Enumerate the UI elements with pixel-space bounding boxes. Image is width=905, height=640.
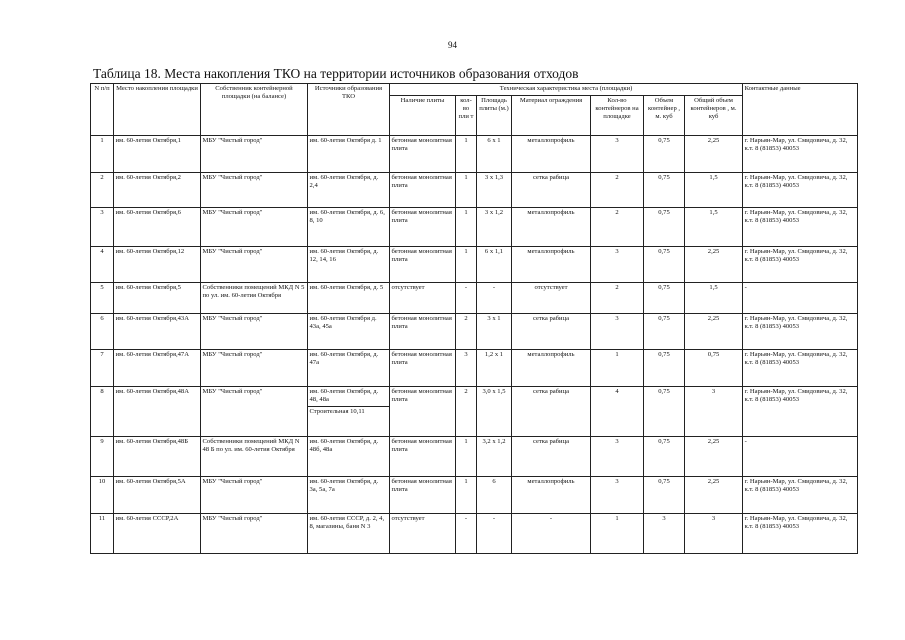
cell-num: 10: [91, 477, 114, 514]
cell-sources-main: им. 60-летия Октября, д. 5: [309, 283, 384, 291]
cell-location: им. 60-летия Октября,5: [114, 283, 201, 314]
cell-volume: 0,75: [644, 208, 685, 247]
cell-total: 2,25: [685, 247, 743, 283]
cell-total: 0,75: [685, 350, 743, 387]
cell-contacts: г. Нарьян-Мар, ул. Смидовича, д. 32, к.т. 8 (81853) 40053: [743, 387, 858, 437]
cell-fence: -: [512, 514, 591, 554]
table-row: [91, 477, 858, 514]
cell-contacts: г. Нарьян-Мар, ул. Смидовича, д. 32, к.т. 8 (81853) 40053: [743, 136, 858, 173]
table-row: [91, 247, 858, 283]
table-row: [91, 136, 858, 173]
header-area: Площадь плиты (м.): [477, 96, 512, 136]
cell-total: 2,25: [685, 477, 743, 514]
cell-contacts: г. Нарьян-Мар, ул. Смидовича, д. 32, к.т. 8 (81853) 40053: [743, 514, 858, 554]
cell-slab: бетонная монолитная плита: [390, 437, 456, 477]
header-contacts: Контактные данные: [743, 84, 858, 136]
cell-area: 6: [477, 477, 512, 514]
cell-contacts: г. Нарьян-Мар, ул. Смидовича, д. 32, к.т. 8 (81853) 40053: [743, 477, 858, 514]
cell-area: 6 х 1,1: [477, 247, 512, 283]
cell-sources-main: им. 60-летия Октября, д. 48б, 48а: [309, 437, 379, 453]
cell-area: 1,2 х 1: [477, 350, 512, 387]
cell-sources: [308, 136, 390, 173]
cell-sources: [308, 208, 390, 247]
cell-owner: МБУ "Чистый город": [201, 350, 308, 387]
cell-slab: бетонная монолитная плита: [390, 136, 456, 173]
cell-containers: 3: [591, 437, 644, 477]
cell-fence: металлопрофиль: [512, 247, 591, 283]
cell-location: им. 60-летия Октября,12: [114, 247, 201, 283]
cell-slab: бетонная монолитная плита: [390, 208, 456, 247]
cell-contacts: г. Нарьян-Мар, ул. Смидовича, д. 32, к.т. 8 (81853) 40053: [743, 247, 858, 283]
cell-num: 5: [91, 283, 114, 314]
cell-area: -: [477, 514, 512, 554]
cell-sources-main: им. 60-летия Октября, д. 48, 48а: [309, 387, 379, 403]
cell-owner: МБУ "Чистый город": [201, 247, 308, 283]
cell-area: -: [477, 283, 512, 314]
cell-volume: 0,75: [644, 136, 685, 173]
cell-volume: 0,75: [644, 387, 685, 437]
cell-num: 7: [91, 350, 114, 387]
cell-slab: отсутствует: [390, 283, 456, 314]
cell-containers: 1: [591, 350, 644, 387]
cell-owner: Собственники помещений МКД N 5 по ул. им. 60-летия Октября: [201, 283, 308, 314]
cell-containers: 4: [591, 387, 644, 437]
cell-sources-main: им. 60-летия Октября, д. 3а, 5а, 7а: [309, 477, 379, 493]
cell-slab: бетонная монолитная плита: [390, 247, 456, 283]
cell-location: им. 60-летия Октября,5А: [114, 477, 201, 514]
cell-volume: 0,75: [644, 247, 685, 283]
cell-fence: металлопрофиль: [512, 350, 591, 387]
cell-sources: [308, 283, 390, 314]
cell-slab: бетонная монолитная плита: [390, 387, 456, 437]
cell-contacts: -: [743, 437, 858, 477]
header-location: Место накопления площадки: [114, 84, 201, 136]
cell-area: 3,2 х 1,2: [477, 437, 512, 477]
cell-containers: 3: [591, 247, 644, 283]
cell-owner: МБУ "Чистый город": [201, 514, 308, 554]
cell-area: 6 х 1: [477, 136, 512, 173]
cell-owner: МБУ "Чистый город": [201, 173, 308, 208]
cell-total: 1,5: [685, 208, 743, 247]
cell-slab-count: 1: [456, 136, 477, 173]
cell-contacts: г. Нарьян-Мар, ул. Смидовича, д. 32, к.т. 8 (81853) 40053: [743, 208, 858, 247]
cell-contacts: г. Нарьян-Мар, ул. Смидовича, д. 32, к.т. 8 (81853) 40053: [743, 173, 858, 208]
header-num: N п/п: [91, 84, 114, 136]
cell-total: 3: [685, 387, 743, 437]
cell-location: им. 60-летия Октября,47А: [114, 350, 201, 387]
cell-num: 2: [91, 173, 114, 208]
table-row: [91, 514, 858, 554]
cell-location: им. 60-летия Октября,48Б: [114, 437, 201, 477]
cell-slab-count: 1: [456, 437, 477, 477]
cell-slab: бетонная монолитная плита: [390, 350, 456, 387]
cell-fence: сетка рабица: [512, 314, 591, 350]
cell-volume: 3: [644, 514, 685, 554]
cell-slab-count: 1: [456, 173, 477, 208]
cell-num: 8: [91, 387, 114, 437]
cell-fence: металлопрофиль: [512, 136, 591, 173]
cell-owner: МБУ "Чистый город": [201, 136, 308, 173]
cell-volume: 0,75: [644, 477, 685, 514]
cell-containers: 2: [591, 208, 644, 247]
cell-num: 11: [91, 514, 114, 554]
table-row: [91, 437, 858, 477]
header-tech: Техническая характеристика места (площадки): [390, 84, 743, 96]
table-body: [91, 136, 858, 554]
cell-num: 9: [91, 437, 114, 477]
waste-sites-table: [90, 83, 858, 554]
table-row: [91, 314, 858, 350]
cell-containers: 3: [591, 314, 644, 350]
cell-sources-main: им. 60-летия Октября, д. 12, 14, 16: [309, 247, 379, 263]
cell-volume: 0,75: [644, 173, 685, 208]
header-volume: Объем контейнер , м. куб: [644, 96, 685, 136]
header-slab: Наличие плиты: [390, 96, 456, 136]
cell-slab: отсутствует: [390, 514, 456, 554]
table-row: [91, 173, 858, 208]
cell-owner: МБУ "Чистый город": [201, 387, 308, 437]
cell-volume: 0,75: [644, 314, 685, 350]
cell-total: 2,25: [685, 437, 743, 477]
cell-sources: [308, 387, 390, 437]
page-number: 94: [448, 40, 457, 50]
cell-slab-count: 1: [456, 247, 477, 283]
cell-area: 3 х 1: [477, 314, 512, 350]
cell-sources: [308, 514, 390, 554]
cell-owner: МБУ "Чистый город": [201, 314, 308, 350]
cell-area: 3,0 х 1,5: [477, 387, 512, 437]
cell-sources-main: им. 60-летия Октября, д. 6, 8, 10: [309, 208, 385, 224]
cell-slab-count: 2: [456, 314, 477, 350]
cell-total: 2,25: [685, 314, 743, 350]
header-sources: Источники образования ТКО: [308, 84, 390, 136]
cell-num: 6: [91, 314, 114, 350]
cell-containers: 3: [591, 477, 644, 514]
cell-fence: сетка рабица: [512, 387, 591, 437]
cell-slab: бетонная монолитная плита: [390, 173, 456, 208]
cell-sources-main: им. 60-летия СССР, д. 2, 4, 8, магазины, баня N 3: [309, 514, 385, 530]
cell-containers: 2: [591, 173, 644, 208]
cell-owner: МБУ "Чистый город": [201, 477, 308, 514]
cell-sources-main: им. 60-летия Октября, д. 47а: [309, 350, 379, 366]
cell-slab-count: -: [456, 283, 477, 314]
header-fence: Материал ограждения: [512, 96, 591, 136]
cell-slab: бетонная монолитная плита: [390, 314, 456, 350]
cell-location: им. 60-летия Октября,1: [114, 136, 201, 173]
cell-total: 3: [685, 514, 743, 554]
cell-area: 3 х 1,3: [477, 173, 512, 208]
cell-sources: [308, 314, 390, 350]
cell-containers: 1: [591, 514, 644, 554]
cell-fence: металлопрофиль: [512, 477, 591, 514]
cell-volume: 0,75: [644, 350, 685, 387]
cell-volume: 0,75: [644, 283, 685, 314]
cell-fence: сетка рабица: [512, 437, 591, 477]
table-title: Таблица 18. Места накопления ТКО на территории источников образования отходов: [93, 66, 579, 81]
cell-sources: [308, 477, 390, 514]
cell-sources: [308, 437, 390, 477]
cell-slab: бетонная монолитная плита: [390, 477, 456, 514]
cell-num: 1: [91, 136, 114, 173]
header-slab-count: кол-во пли т: [456, 96, 477, 136]
header-owner: Собственник контейнерной площадки (на балансе): [201, 84, 308, 136]
cell-containers: 2: [591, 283, 644, 314]
cell-slab-count: -: [456, 514, 477, 554]
cell-location: им. 60-летия Октября,43А: [114, 314, 201, 350]
cell-total: 2,25: [685, 136, 743, 173]
header-containers: Кол-во контейнеров на площадке: [591, 96, 644, 136]
cell-sources-main: им. 60-летия Октября, д. 2,4: [309, 173, 379, 189]
cell-num: 3: [91, 208, 114, 247]
table-row: [91, 387, 858, 437]
cell-sources: [308, 247, 390, 283]
cell-slab-count: 3: [456, 350, 477, 387]
cell-slab-count: 2: [456, 387, 477, 437]
cell-contacts: г. Нарьян-Мар, ул. Смидовича, д. 32, к.т. 8 (81853) 40053: [743, 350, 858, 387]
cell-slab-count: 1: [456, 477, 477, 514]
cell-total: 1,5: [685, 173, 743, 208]
cell-location: им. 60-летия Октября,2: [114, 173, 201, 208]
table-row: [91, 283, 858, 314]
cell-sources: [308, 350, 390, 387]
cell-location: им. 60-летия Октября,6: [114, 208, 201, 247]
cell-fence: отсутствует: [512, 283, 591, 314]
cell-sources-extra: Строительная 10,11: [308, 406, 389, 416]
cell-num: 4: [91, 247, 114, 283]
cell-sources-main: им. 60-летия Октября д. 43а, 45а: [309, 314, 377, 330]
cell-sources-main: им. 60-летия Октября д. 1: [309, 136, 382, 144]
cell-containers: 3: [591, 136, 644, 173]
table-row: [91, 208, 858, 247]
cell-fence: сетка рабица: [512, 173, 591, 208]
cell-location: им. 60-летия Октября,48А: [114, 387, 201, 437]
cell-owner: МБУ "Чистый город": [201, 208, 308, 247]
header-total: Общий объем контейнеров , м. куб: [685, 96, 743, 136]
cell-owner: Собственники помещений МКД N 48 Б по ул. им. 60-летия Октября: [201, 437, 308, 477]
cell-contacts: г. Нарьян-Мар, ул. Смидовича, д. 32, к.т. 8 (81853) 40053: [743, 314, 858, 350]
cell-total: 1,5: [685, 283, 743, 314]
table-row: [91, 350, 858, 387]
cell-contacts: -: [743, 283, 858, 314]
cell-sources: [308, 173, 390, 208]
cell-area: 3 х 1,2: [477, 208, 512, 247]
cell-slab-count: 1: [456, 208, 477, 247]
cell-fence: металлопрофиль: [512, 208, 591, 247]
cell-volume: 0,75: [644, 437, 685, 477]
cell-location: им. 60-летия СССР,2А: [114, 514, 201, 554]
